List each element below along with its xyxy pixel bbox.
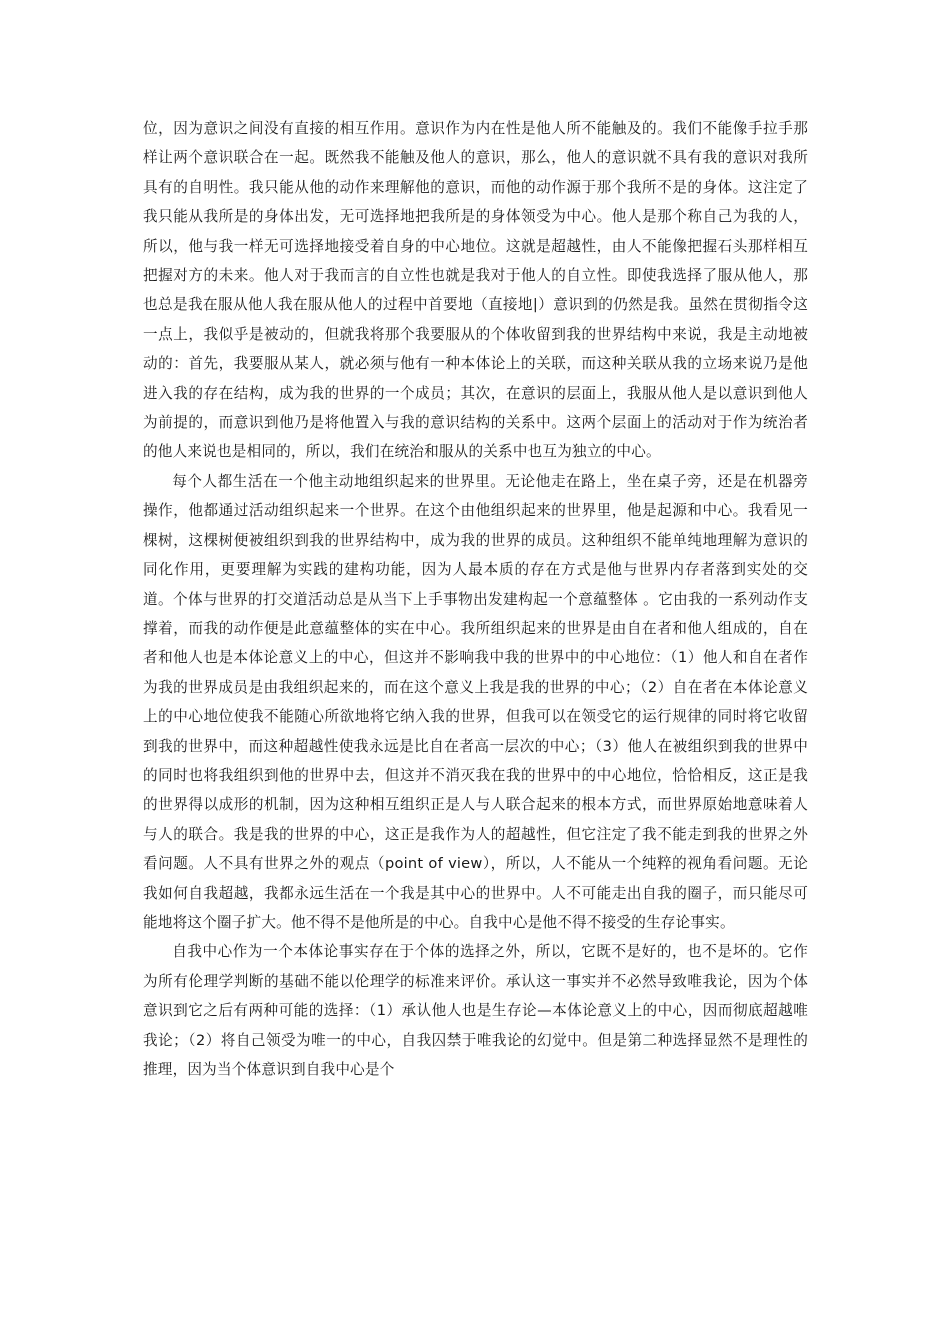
document-page (143, 114, 808, 1084)
paragraph-2: 每个人都生活在一个他主动地组织起来的世界里。无论他走在路上，坐在桌子旁，还是在机器旁操作，他都通过活动组织起来一个世界。在这个由他组织起来的世界里，他是起源和中心。我看见一棵树，这棵树便被组织到我的世界结构中，成为我的世界的成员。这种组织不能单纯地理解为意识的同化作用，更要理解为实践的建构功能，因为人最本质的存在方式是他与世界内存者落到实处的交道。个体与世界的打交道活动总是从当下上手事物出发建构起一个意蕴整体 。它由我的一系列动作支撑着，而我的动作便是此意蕴整体的实在中心。我所组织起来的世界是由自在者和他人组成的，自在者和他人也是本体论意义上的中心，但这并不影响我中我的世界中的中心地位：（1）他人和自在者作为我的世界成员是由我组织起来的，而在这个意义上我是我的世界的中心；（2）自在者在本体论意义上的中心地位使我不能随心所欲地将它纳入我的世界，但我可以在领受它的运行规律的同时将它收留到我的世界中，而这种超越性使我永远是比自在者高一层次的中心；（3）他人在被组织到我的世界中的同时也将我组织到他的世界中去，但这并不消灭我在我的世界中的中心地位，恰恰相反，这正是我的世界得以成形的机制，因为这种相互组织正是人与人联合起来的根本方式，而世界原始地意味着人与人的联合。我是我的世界的中心，这正是我作为人的超越性，但它注定了我不能走到我的世界之外看问题。人不具有世界之外的观点（point of view），所以，人不能从一个纯粹的视角看问题。无论我如何自我超越，我都永远生活在一个我是其中心的世界中。人不可能走出自我的圈子，而只能尽可能地将这个圈子扩大。他不得不是他所是的中心。自我中心是他不得不接受的生存论事实。 (143, 472, 808, 931)
paragraph-3: 自我中心作为一个本体论事实存在于个体的选择之外，所以，它既不是好的，也不是坏的。它作为所有伦理学判断的基础不能以伦理学的标准来评价。承认这一事实并不必然导致唯我论，因为个体意识到它之后有两种可能的选择：（1）承认他人也是生存论—本体论意义上的中心，因而彻底超越唯我论；（2）将自己领受为唯一的中心，自我囚禁于唯我论的幻觉中。但是第二种选择显然不是理性的推理，因为当个体意识到自我中心是个 (143, 943, 808, 1078)
paragraph-1: 位，因为意识之间没有直接的相互作用。意识作为内在性是他人所不能触及的。我们不能像手拉手那样让两个意识联合在一起。既然我不能触及他人的意识，那么，他人的意识就不具有我的意识对我所具有的自明性。我只能从他的动作来理解他的意识，而他的动作源于那个我所不是的身体。这注定了我只能从我所是的身体出发，无可选择地把我所是的身体领受为中心。他人是那个称自己为我的人，所以，他与我一样无可选择地接受着自身的中心地位。这就是超越性，由人不能像把握石头那样相互把握对方的未来。他人对于我而言的自立性也就是我对于他人的自立性。即使我选择了服从他人，那也总是我在服从他人我在服从他人的过程中首要地（直接地|）意识到的仍然是我。虽然在贯彻指令这一点上，我似乎是被动的，但就我将那个我要服从的个体收留到我的世界结构中来说，我是主动地被动的：首先，我要服从某人，就必须与他有一种本体论上的关联，而这种关联从我的立场来说乃是他进入我的存在结构，成为我的世界的一个成员；其次，在意识的层面上，我服从他人是以意识到他人为前提的，而意识到他乃是将他置入与我的意识结构的关系中。这两个层面上的活动对于作为统治者的他人来说也是相同的，所以，我们在统治和服从的关系中也互为独立的中心。 (143, 120, 808, 461)
